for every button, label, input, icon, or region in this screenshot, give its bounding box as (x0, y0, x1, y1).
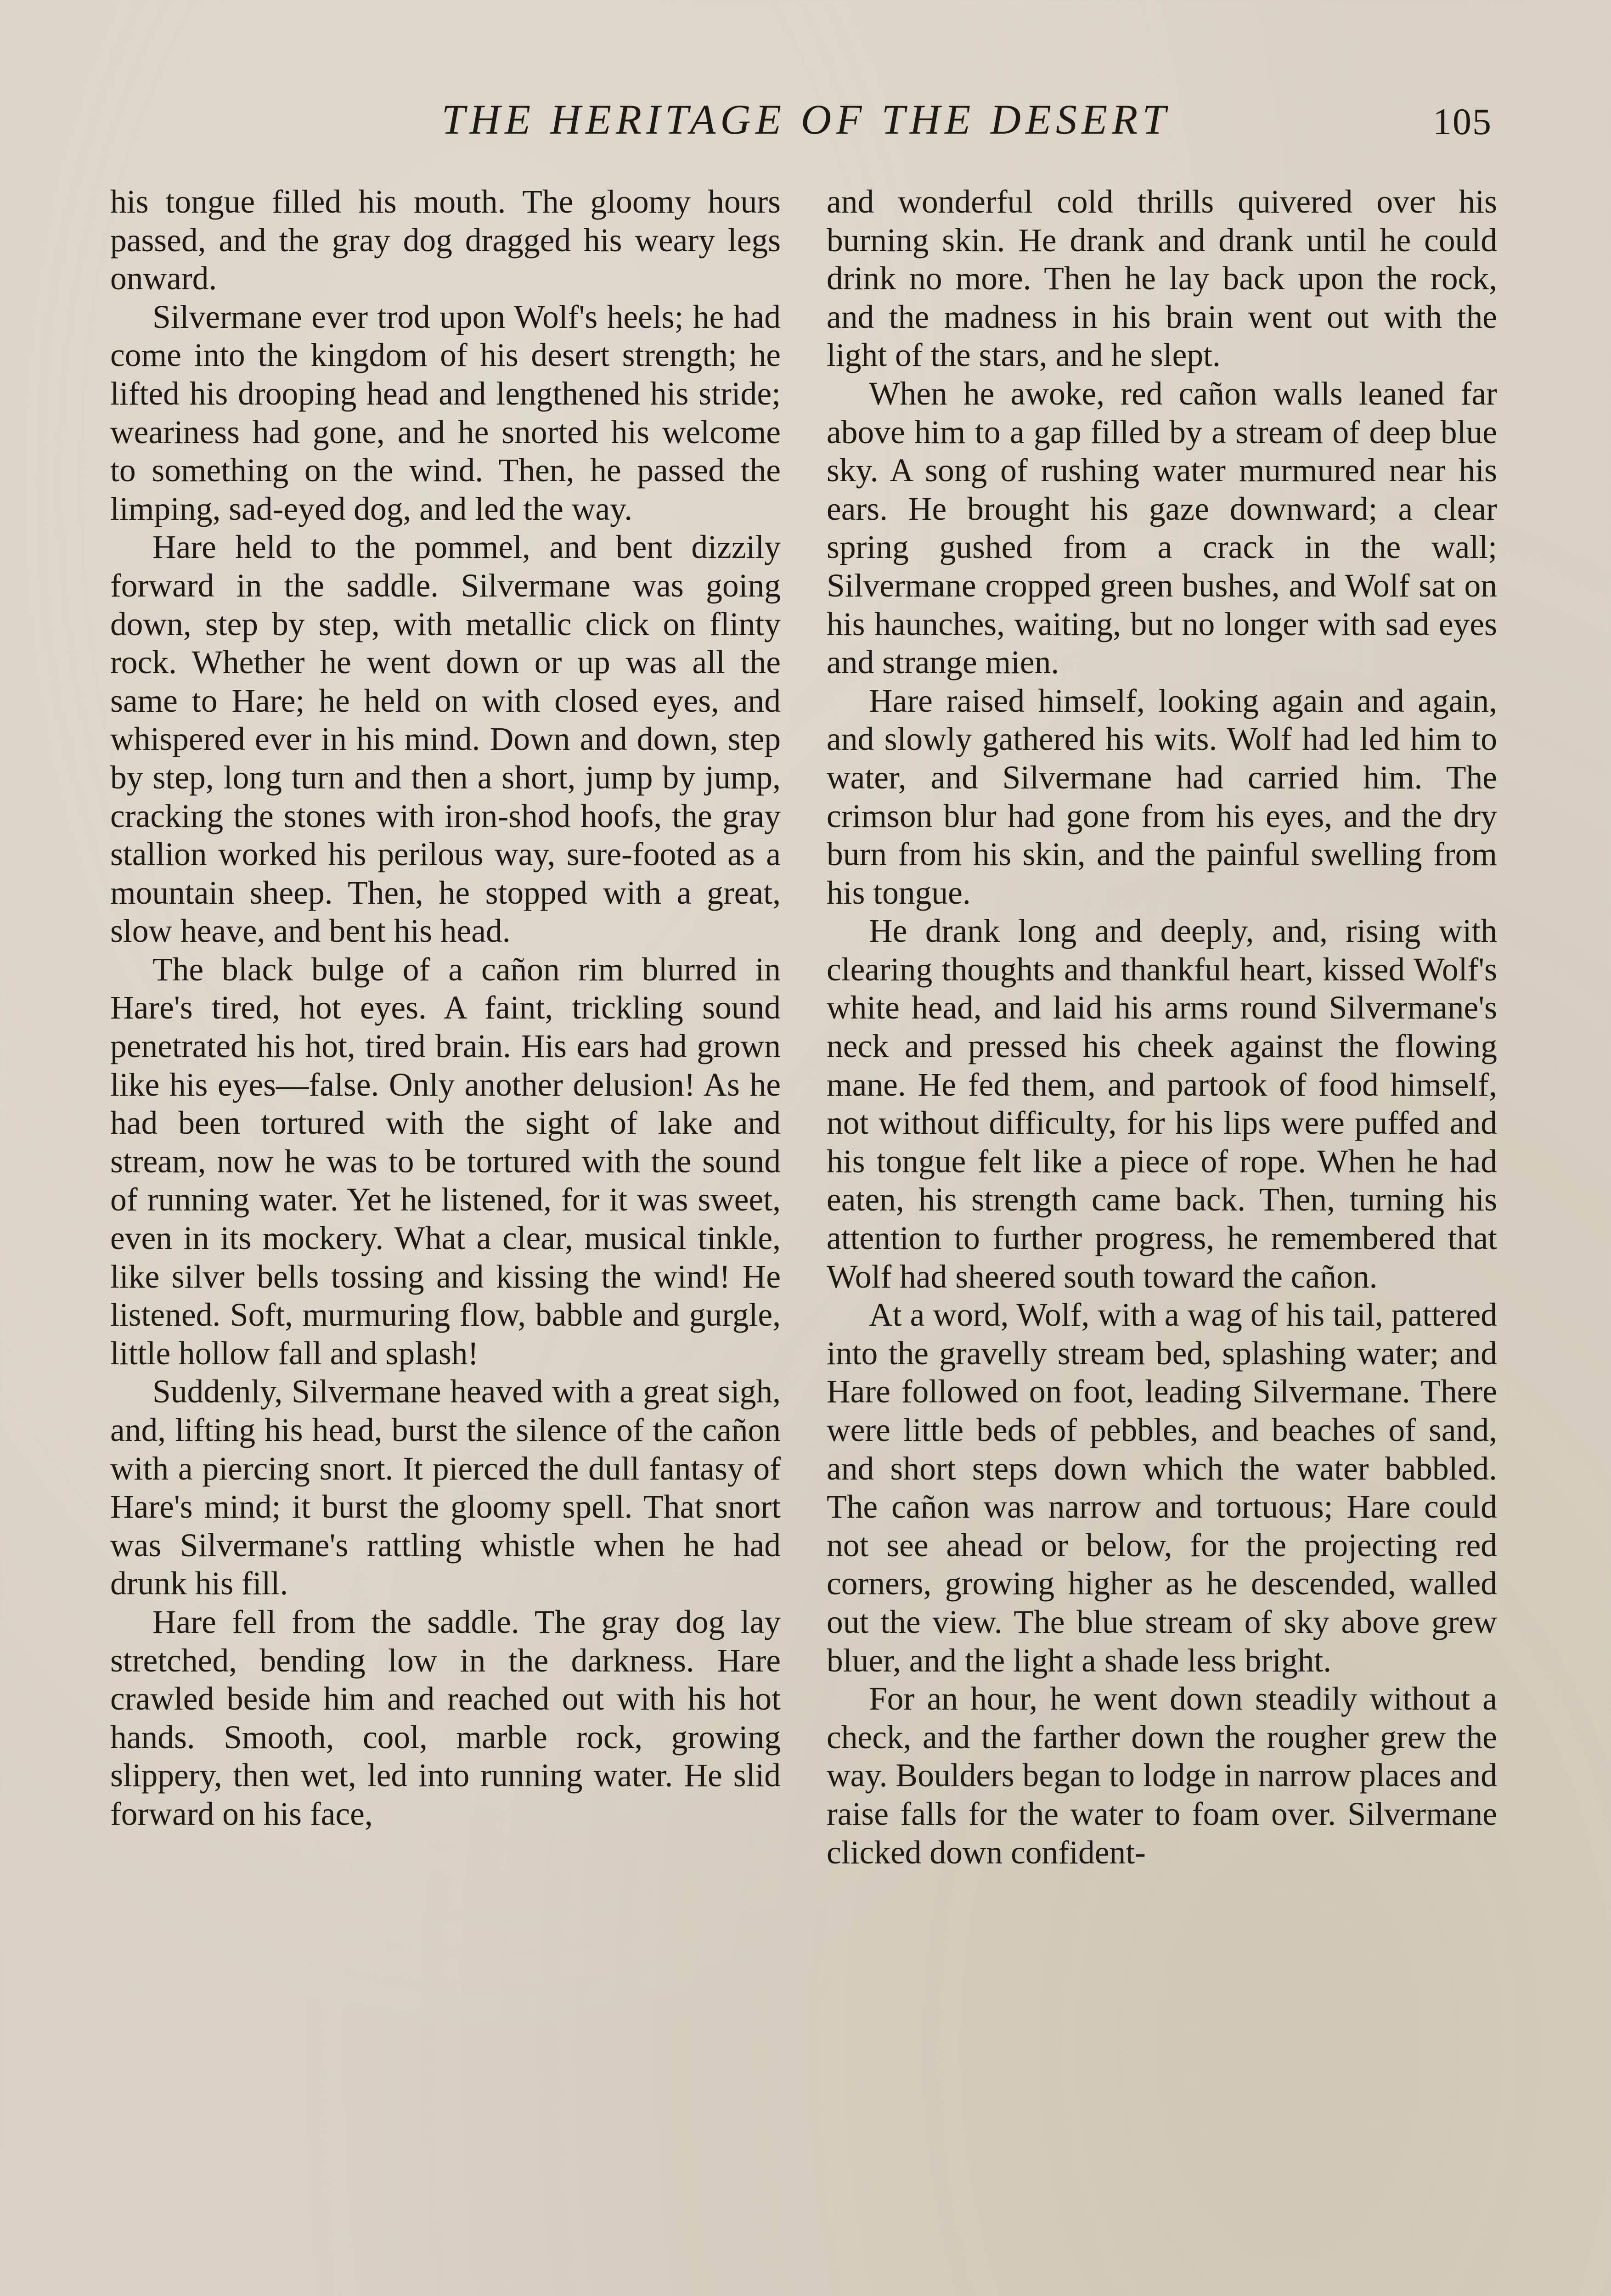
paragraph: Suddenly, Silvermane heaved with a great sigh, and, lifting his head, burst the silence of the cañon with a piercing snort. It pierced the dull fantasy of Hare's mind; it burst the gloomy spell. That snort was Silvermane's rattling whistle when he had drunk his fill. (110, 1373, 781, 1602)
paragraph: When he awoke, red cañon walls leaned far above him to a gap filled by a stream of deep blue sky. A song of rushing water murmured near his ears. He brought his gaze downward; a clear spring gushed from a crack in the wall; Silvermane cropped green bushes, and Wolf sat on his haunches, waiting, but no longer with sad eyes and strange mien. (827, 375, 1497, 681)
paragraph: Silvermane ever trod upon Wolf's heels; he had come into the kingdom of his desert strength; he lifted his drooping head and lengthened his stride; weariness had gone, and he snorted his welcome to something on the wind. Then, he passed the limping, sad-eyed dog, and led the way. (110, 298, 781, 527)
paragraph: He drank long and deeply, and, rising with clearing thoughts and thankful heart, kissed Wolf's white head, and laid his arms round Silvermane's neck and pressed his cheek against the flowing mane. He fed them, and partook of food himself, not without difficulty, for his lips were puffed and his tongue felt like a piece of rope. When he had eaten, his strength came back. Then, turning his attention to further progress, he remembered that Wolf had sheered south toward the cañon. (827, 913, 1497, 1295)
paragraph: his tongue filled his mouth. The gloomy hours passed, and the gray dog dragged his weary legs onward. (110, 184, 781, 297)
running-title: THE HERITAGE OF THE DESERT (441, 96, 1171, 143)
paragraph: Hare raised himself, looking again and again, and slowly gathered his wits. Wolf had led him to water, and Silvermane had carried him. The crimson blur had gone from his eyes, and the dry burn from his skin, and the painful swelling from his tongue. (827, 682, 1497, 911)
left-column (110, 183, 781, 1834)
paragraph: The black bulge of a cañon rim blurred in Hare's tired, hot eyes. A faint, trickling sound penetrated his hot, tired brain. His ears had grown like his eyes—false. Only another delusion! As he had been tortured with the sight of lake and stream, now he was to be tortured with the sound of running water. Yet he listened, for it was sweet, even in its mockery. What a clear, musical tinkle, like silver bells tossing and kissing the wind! He listened. Soft, murmuring flow, babble and gurgle, little hollow fall and splash! (110, 951, 781, 1372)
page-number: 105 (1433, 101, 1492, 142)
paragraph: Hare held to the pommel, and bent dizzily forward in the saddle. Silvermane was going down, step by step, with metallic click on flinty rock. Whether he went down or up was all the same to Hare; he held on with closed eyes, and whispered ever in his mind. Down and down, step by step, long turn and then a short, jump by jump, cracking the stones with iron-shod hoofs, the gray stallion worked his perilous way, sure-footed as a mountain sheep. Then, he stopped with a great, slow heave, and bent his head. (110, 529, 781, 950)
right-column (827, 183, 1497, 1872)
paragraph: Hare fell from the saddle. The gray dog lay stretched, bending low in the darkness. Hare crawled beside him and reached out with his hot hands. Smooth, cool, marble rock, growing slippery, then wet, led into running water. He slid forward on his face, (110, 1604, 781, 1832)
paragraph: and wonderful cold thrills quivered over his burning skin. He drank and drank until he could drink no more. Then he lay back upon the rock, and the madness in his brain went out with the light of the stars, and he slept. (827, 184, 1497, 374)
page-header (0, 94, 1611, 145)
paragraph: At a word, Wolf, with a wag of his tail, pattered into the gravelly stream bed, splashing water; and Hare followed on foot, leading Silvermane. There were little beds of pebbles, and beaches of sand, and short steps down which the water babbled. The cañon was narrow and tortuous; Hare could not see ahead or below, for the projecting red corners, growing higher as he descended, walled out the view. The blue stream of sky above grew bluer, and the light a shade less bright. (827, 1297, 1497, 1679)
paragraph: For an hour, he went down steadily without a check, and the farther down the rougher grew the way. Boulders began to lodge in narrow places and raise falls for the water to foam over. Silvermane clicked down confident- (827, 1681, 1497, 1871)
